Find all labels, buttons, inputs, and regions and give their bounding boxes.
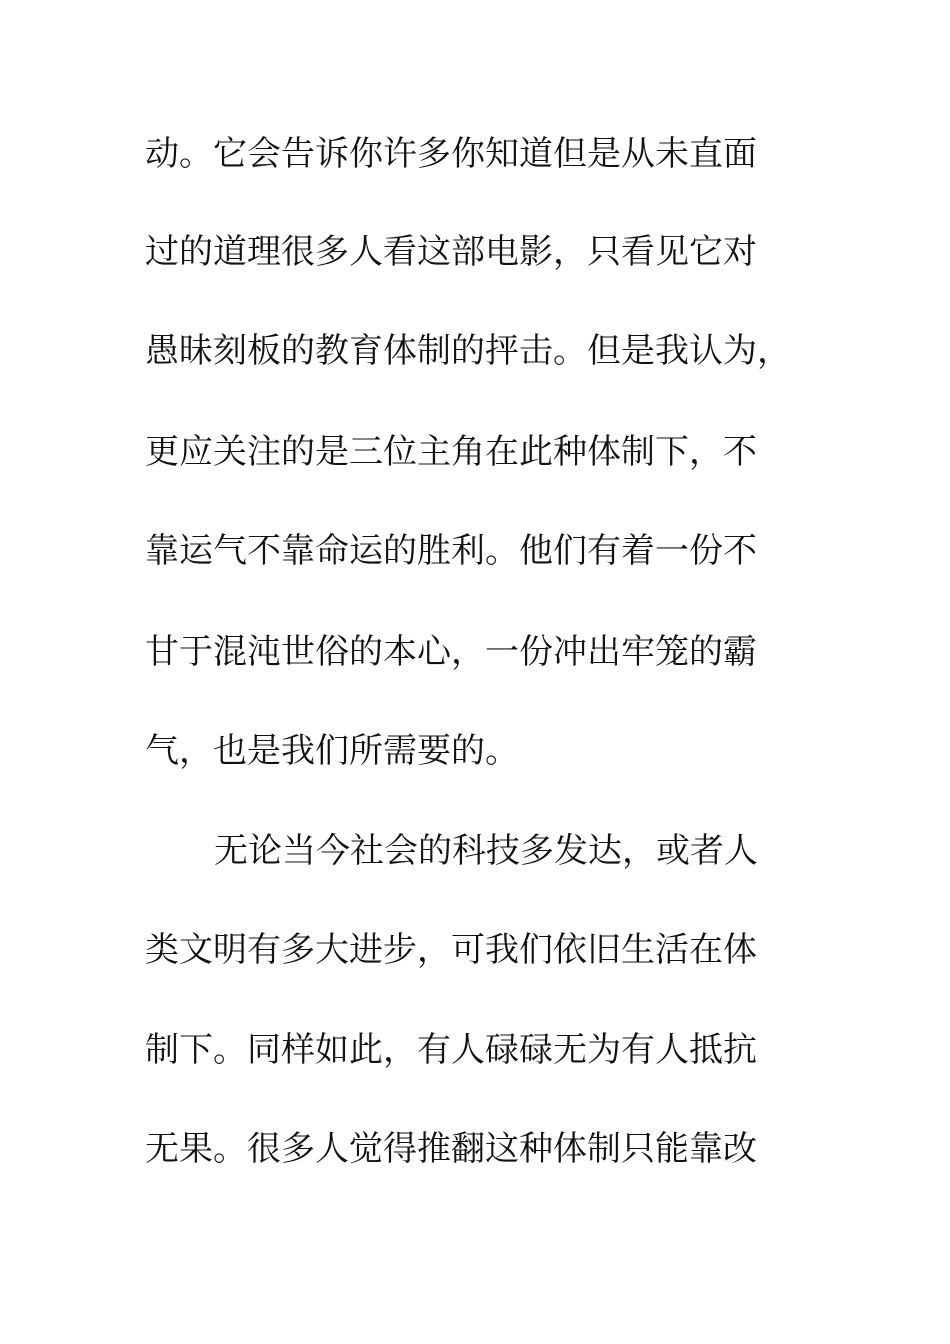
text-line: 气，也是我们所需要的。 — [145, 731, 519, 771]
text-line: 动。它会告诉你许多你知道但是从未直面 — [145, 134, 757, 174]
text-line: 靠运气不靠命运的胜利。他们有着一份不 — [145, 531, 757, 571]
text-line: 类文明有多大进步，可我们依旧生活在体 — [145, 930, 757, 970]
text-line: 无果。很多人觉得推翻这种体制只能靠改 — [145, 1129, 757, 1169]
text-line: 愚昧刻板的教育体制的抨击。但是我认为， — [145, 331, 791, 371]
paragraph-first-line: 无论当今社会的科技多发达，或者人 — [214, 831, 758, 871]
text-line: 制下。同样如此，有人碌碌无为有人抵抗 — [145, 1030, 757, 1070]
text-line: 过的道理很多人看这部电影，只看见它对 — [145, 232, 757, 272]
text-line: 甘于混沌世俗的本心，一份冲出牢笼的霸 — [145, 632, 757, 672]
text-line: 更应关注的是三位主角在此种体制下，不 — [145, 432, 757, 472]
